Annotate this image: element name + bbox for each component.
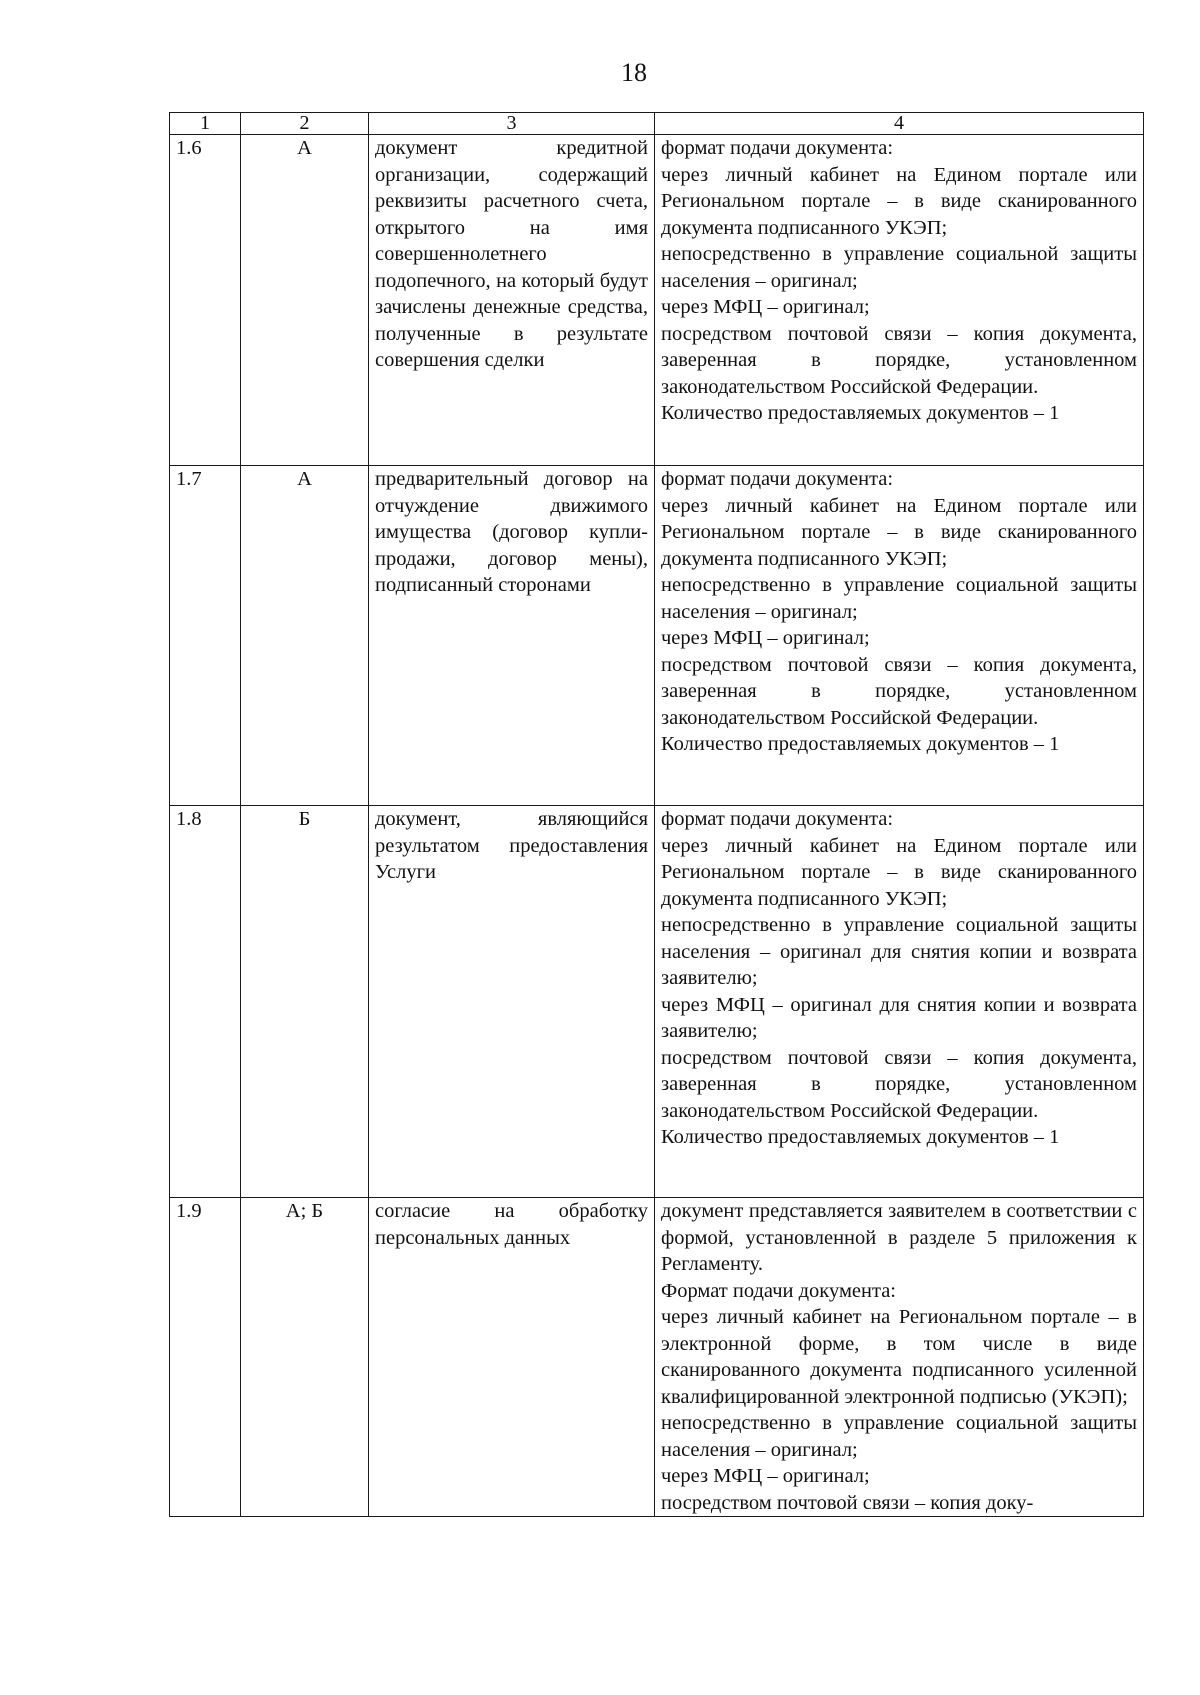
format-line: через личный кабинет на Едином портале или Региональном портале – в виде сканированного документа подписанного УКЭП; — [661, 494, 1137, 570]
format-line: формат подачи документа: — [661, 137, 894, 159]
format-line: через личный кабинет на Едином портале или Региональном портале – в виде сканированного документа подписанного УКЭП; — [661, 834, 1137, 910]
column-header-2: 2 — [241, 113, 369, 135]
row-category: А; Б — [241, 1198, 369, 1517]
row-number: 1.6 — [170, 135, 241, 466]
row-category: Б — [241, 806, 369, 1198]
format-line: непосредственно в управление социальной защиты населения – оригинал; — [661, 243, 1137, 292]
document-count: Количество предоставляемых документов – 1 — [661, 402, 1060, 424]
format-line: непосредственно в управление социальной защиты населения – оригинал для снятия копии и возврата заявителю; — [661, 914, 1137, 989]
format-line: посредством почтовой связи – копия доку- — [661, 1491, 1034, 1514]
format-line: через МФЦ – оригинал; — [661, 296, 870, 318]
column-header-4: 4 — [655, 113, 1144, 135]
document-count: Количество предоставляемых документов – 1 — [661, 1126, 1060, 1148]
format-line: через МФЦ – оригинал; — [661, 1465, 870, 1487]
table-row — [170, 806, 1144, 1198]
table-row — [170, 135, 1144, 466]
row-document-name: предварительный договор на отчуждение движимого имущества (договор купли-продажи, договор мены), подписанный сторонами — [369, 466, 655, 806]
format-line: формат подачи документа: — [661, 468, 894, 490]
row-submission-format — [655, 135, 1144, 466]
column-header-1: 1 — [170, 113, 241, 135]
format-line: через МФЦ – оригинал для снятия копии и возврата заявителю; — [661, 993, 1137, 1042]
table-header-row — [170, 113, 1144, 135]
row-submission-format — [655, 1198, 1144, 1517]
row-document-name: документ, являющийся результатом предоставления Услуги — [369, 806, 655, 1198]
document-count: Количество предоставляемых документов – 1 — [661, 733, 1060, 755]
format-line: Формат подачи документа: — [661, 1279, 896, 1302]
document-table — [169, 112, 1144, 1517]
format-line: непосредственно в управление социальной защиты населения – оригинал; — [661, 574, 1137, 623]
row-submission-format — [655, 806, 1144, 1198]
format-line: документ представляется заявителем в соответствии с формой, установленной в разделе 5 приложения к Регламенту. — [661, 1200, 1137, 1275]
row-document-name: согласие на обработку персональных данных — [369, 1198, 655, 1517]
format-line: посредством почтовой связи – копия документа, заверенная в порядке, установленном законодательством Российской Федерации. — [661, 653, 1137, 729]
row-category: А — [241, 135, 369, 466]
row-number: 1.8 — [170, 806, 241, 1198]
format-line: непосредственно в управление социальной защиты населения – оригинал; — [661, 1412, 1137, 1461]
row-category: А — [241, 466, 369, 806]
format-line: через личный кабинет на Едином портале или Региональном портале – в виде сканированного документа подписанного УКЭП; — [661, 163, 1137, 239]
format-line: посредством почтовой связи – копия документа, заверенная в порядке, установленном законодательством Российской Федерации. — [661, 322, 1137, 398]
table-row — [170, 466, 1144, 806]
page-number: 18 — [621, 58, 647, 87]
row-document-name: документ кредитной организации, содержащий реквизиты расчетного счета, открытого на имя совершеннолетнего подопечного, на который будут зачислены денежные средства, полученные в результате совершения сделки — [369, 135, 655, 466]
format-line: через МФЦ – оригинал; — [661, 627, 870, 649]
table-row — [170, 1198, 1144, 1517]
row-number: 1.9 — [170, 1198, 241, 1517]
format-line: посредством почтовой связи – копия документа, заверенная в порядке, установленном законодательством Российской Федерации. — [661, 1046, 1137, 1122]
row-submission-format — [655, 466, 1144, 806]
row-number: 1.7 — [170, 466, 241, 806]
format-line: через личный кабинет на Региональном портале – в электронной форме, в том числе в виде сканированного документа подписанного усиленной квалифицированной электронной подписью (УКЭП); — [661, 1306, 1137, 1408]
format-line: формат подачи документа: — [661, 808, 894, 830]
column-header-3: 3 — [369, 113, 655, 135]
